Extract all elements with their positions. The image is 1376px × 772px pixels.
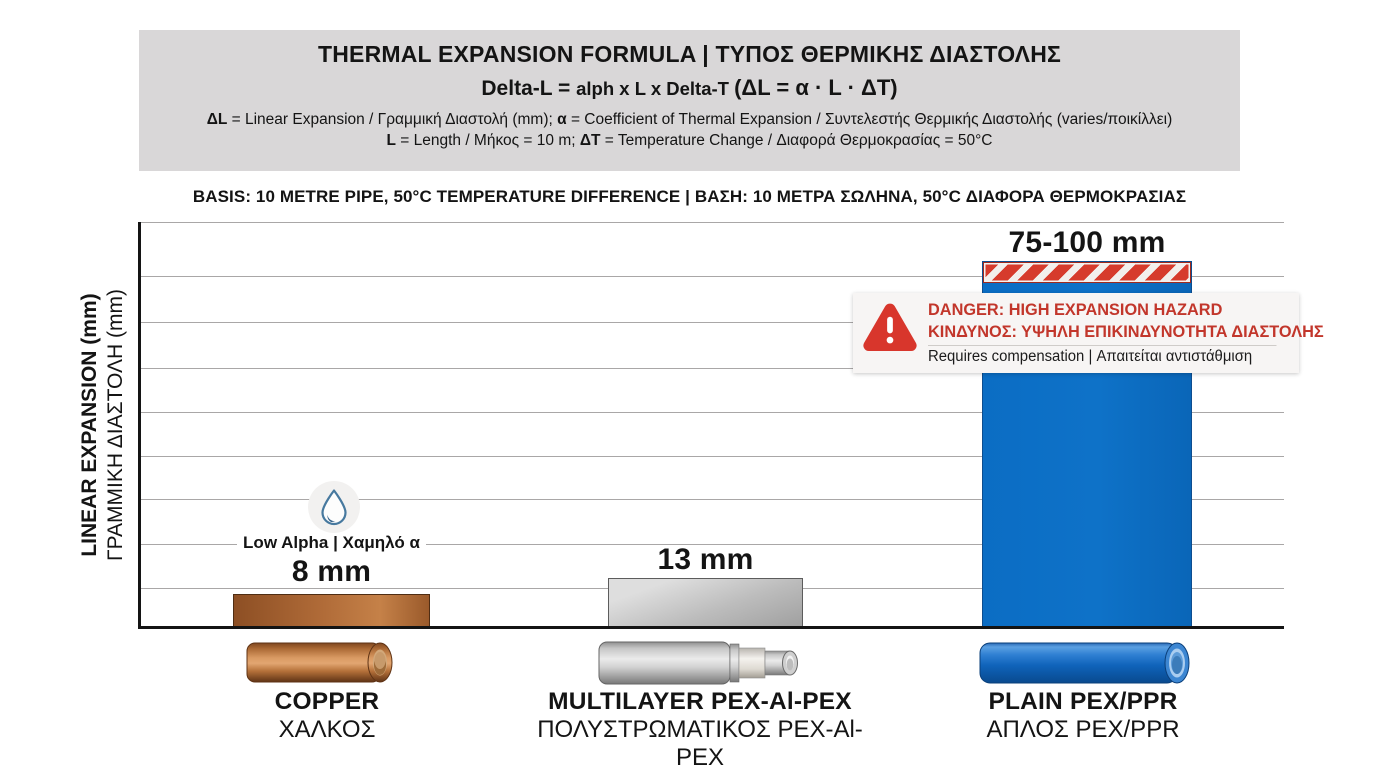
danger-note: Requires compensation | Απαιτείται αντιστάθμιση [928,348,1253,365]
category-multilayer [515,688,885,772]
formula-definition-line1 [139,109,1240,130]
formula-equation [139,75,1240,101]
category-copper [202,688,452,744]
category-multilayer-el: ΠΟΛΥΣΤΡΩΜΑΤΙΚΟΣ PEX-Al-PEX [537,716,863,771]
danger-callout [853,293,1324,373]
def1-var1: ΔL [206,111,228,128]
formula-box [139,30,1240,171]
y-axis-label-en: LINEAR EXPANSION (mm) [78,293,101,557]
formula-definition-line2 [139,130,1240,151]
def2-text1: = Length / Μήκος = 10 m; [395,132,580,149]
basis-line: BASIS: 10 METRE PIPE, 50°C TEMPERATURE DIFFERENCE | ΒΑΣΗ: 10 ΜΕΤΡΑ ΣΩΛΗΝΑ, 50°C ΔΙΑΦΟΡΑ ΘΕΡΜΟΚΡΑΣΙΑΣ [192,187,1187,206]
bar-copper [233,594,430,626]
copper-pipe-icon [245,641,395,684]
formula-title: THERMAL EXPANSION FORMULA | ΤΥΠΟΣ ΘΕΡΜΙΚΗΣ ΔΙΑΣΤΟΛΗΣ [317,41,1062,67]
category-multilayer-en: MULTILAYER PEX-Al-PEX [548,688,852,715]
category-plain-el: ΑΠΛΟΣ PEX/PPR [986,716,1180,743]
value-label-plain: 75-100 mm [1008,226,1166,259]
category-copper-en: COPPER [274,688,380,715]
blue-pex-pipe-icon [978,641,1192,685]
warning-triangle-icon [861,302,919,354]
def1-text2: = Coefficient of Thermal Expansion / Συντελεστής Θερμικής Διαστολής (varies/ποικίλλει) [566,111,1173,128]
def1-var2: α [557,111,567,128]
y-axis-label-el: ΓΡΑΜΜΙΚΗ ΔΙΑΣΤΟΛΗ (mm) [104,289,127,561]
def2-var2: ΔT [579,132,601,149]
value-label-copper: 8 mm [291,555,372,588]
low-alpha-text: Low Alpha | Χαμηλό α [237,533,426,552]
category-copper-el: ΧΑΛΚΟΣ [278,716,376,743]
danger-divider [928,345,1276,346]
value-label-multilayer: 13 mm [657,543,754,576]
category-plain [958,688,1208,744]
hazard-stripe-band [983,262,1191,283]
droplet-icon [308,481,360,533]
danger-title-el: ΚΙΝΔΥΝΟΣ: ΥΨΗΛΗ ΕΠΙΚΙΝΔΥΝΟΤΗΤΑ ΔΙΑΣΤΟΛΗΣ [928,321,1324,341]
multilayer-pipe-icon [597,640,807,686]
category-plain-en: PLAIN PEX/PPR [988,688,1178,715]
formula-seg1: Delta-L = [481,77,577,100]
def2-text2: = Temperature Change / Διαφορά Θερμοκρασίας = 50°C [600,132,993,149]
danger-title-en: DANGER: HIGH EXPANSION HAZARD [928,300,1223,319]
bar-multilayer [608,578,803,626]
gridline [141,222,1284,223]
def2-var1: L [386,132,396,149]
def1-text1: = Linear Expansion / Γραμμική Διαστολή (mm); [227,111,558,128]
chart-area [138,222,1324,629]
low-alpha-annotation [203,533,460,553]
formula-seg3: (ΔL = α · L · ΔT) [734,75,898,100]
formula-seg2: alph x L x Delta-T [576,78,735,99]
